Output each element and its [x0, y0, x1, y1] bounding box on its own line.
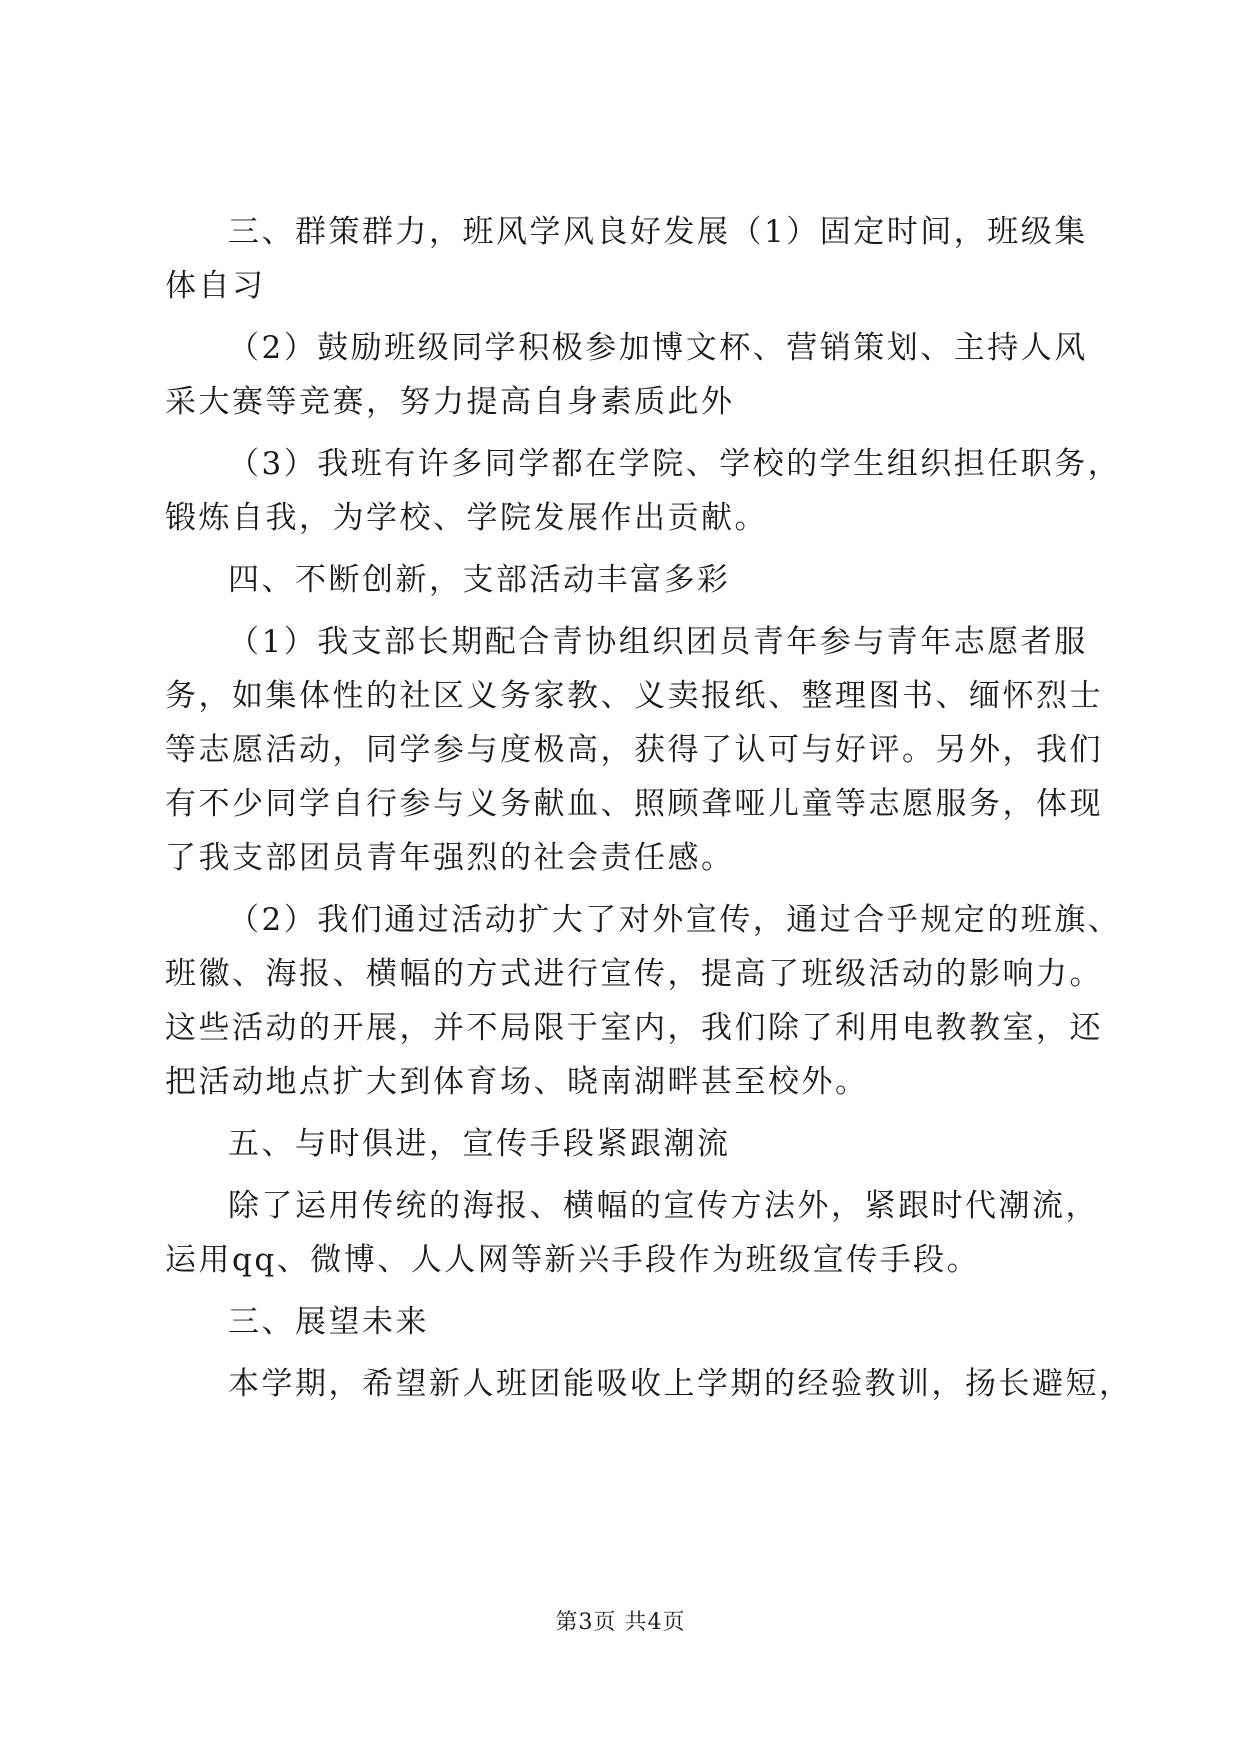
text-line: 等志愿活动，同学参与度极高，获得了认可与好评。另外，我们 — [165, 732, 1103, 768]
text-line: 除了运用传统的海报、横幅的宣传方法外，紧跟时代潮流， — [228, 1188, 1099, 1224]
text-line: （2）鼓励班级同学积极参加博文杯、营销策划、主持人风 — [228, 330, 1088, 366]
text-line: 体自习 — [165, 268, 266, 304]
section-heading: 三、展望未来 — [228, 1304, 429, 1340]
text-line: 有不少同学自行参与义务献血、照顾聋哑儿童等志愿服务，体现 — [165, 786, 1103, 822]
text-line: （1）我支部长期配合青协组织团员青年参与青年志愿者服 — [228, 624, 1088, 660]
text-line: 运用qq、微博、人人网等新兴手段作为班级宣传手段。 — [165, 1242, 981, 1278]
text-line: 了我支部团员青年强烈的社会责任感。 — [165, 840, 735, 876]
section-heading: 四、不断创新，支部活动丰富多彩 — [228, 562, 731, 598]
section-heading: 五、与时俱进，宣传手段紧跟潮流 — [228, 1126, 731, 1162]
text-line: 本学期，希望新人班团能吸收上学期的经验教训，扬长避短， — [228, 1366, 1133, 1402]
text-line: 班徽、海报、横幅的方式进行宣传，提高了班级活动的影响力。 — [165, 956, 1103, 992]
page-number-footer: 第3页 共4页 — [555, 1610, 686, 1635]
text-line: 三、群策群力，班风学风良好发展（1）固定时间，班级集 — [228, 214, 1088, 250]
text-line: 这些活动的开展，并不局限于室内，我们除了利用电教教室，还 — [165, 1010, 1103, 1046]
text-line: （3）我班有许多同学都在学院、学校的学生组织担任职务， — [228, 446, 1122, 482]
text-line: 锻炼自我，为学校、学院发展作出贡献。 — [165, 500, 768, 536]
text-line: 务，如集体性的社区义务家教、义卖报纸、整理图书、缅怀烈士 — [165, 678, 1103, 714]
text-line: 采大赛等竞赛，努力提高自身素质此外 — [165, 384, 735, 420]
text-line: （2）我们通过活动扩大了对外宣传，通过合乎规定的班旗、 — [228, 902, 1122, 938]
text-line: 把活动地点扩大到体育场、晓南湖畔甚至校外。 — [165, 1064, 869, 1100]
